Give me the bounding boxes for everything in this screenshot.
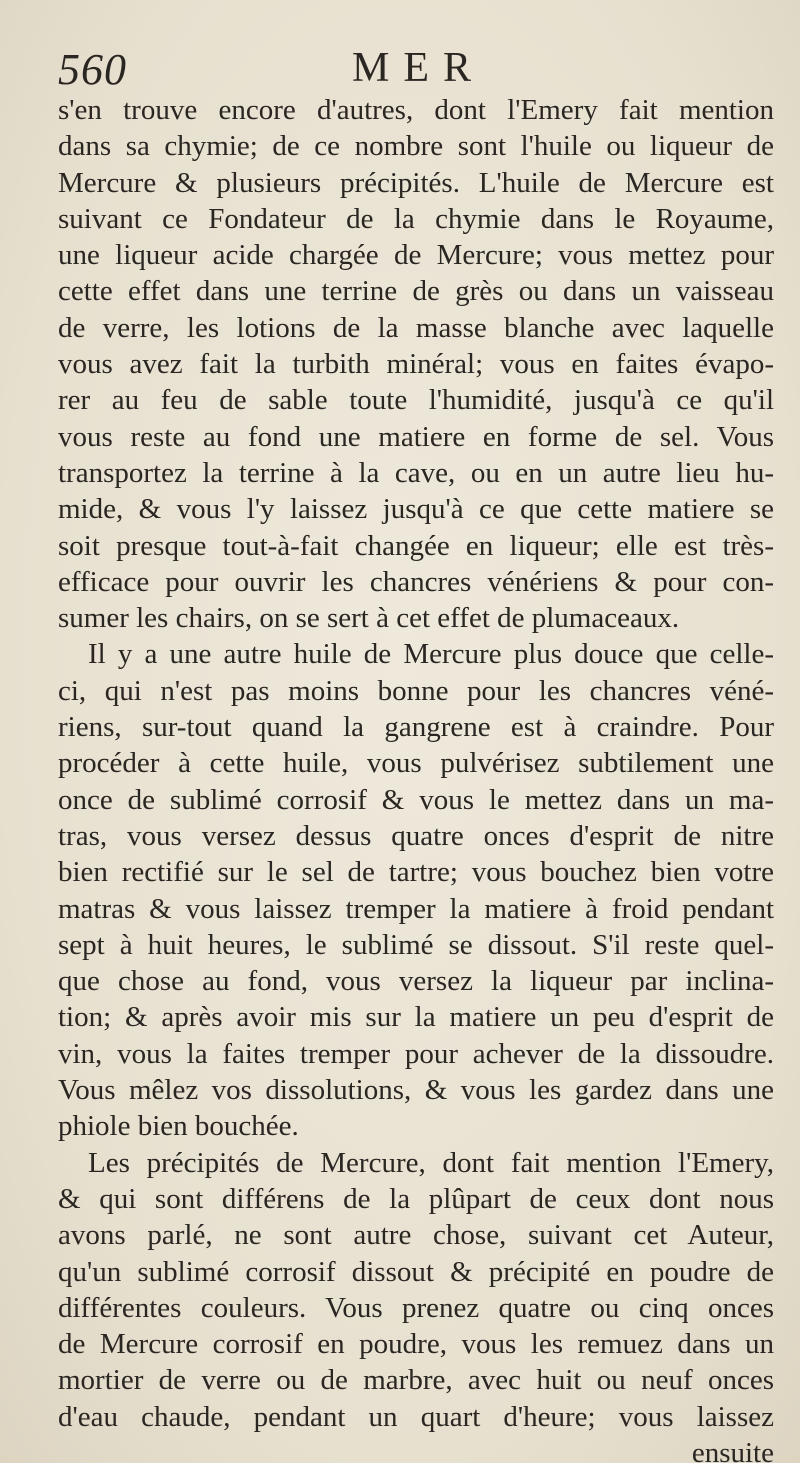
- text-line: que chose au fond, vous versez la liqueur par inclina-: [58, 965, 774, 998]
- text-line: suivant ce Fondateur de la chymie dans le Royaume,: [58, 202, 774, 235]
- text-line: avons parlé, ne sont autre chose, suivant cet Auteur,: [58, 1219, 774, 1252]
- text-line: efficace pour ouvrir les chancres vénériens & pour con-: [58, 565, 774, 598]
- text-line: vous reste au fond une matiere en forme de sel. Vous: [58, 420, 774, 453]
- text-line: une liqueur acide chargée de Mercure; vous mettez pour: [58, 239, 774, 272]
- catchword-row: [58, 1435, 774, 1463]
- text-line: vin, vous la faites tremper pour achever de la dissoudre.: [58, 1037, 774, 1070]
- text-line: sumer les chairs, on se sert à cet effet de plumaceaux.: [58, 602, 680, 635]
- text-line: mortier de verre ou de marbre, avec huit ou neuf onces: [58, 1364, 774, 1397]
- text-line: once de sublimé corrosif & vous le mettez dans un ma-: [58, 783, 774, 816]
- text-line: tion; & après avoir mis sur la matiere un peu d'esprit de: [58, 1001, 774, 1034]
- text-line: sept à huit heures, le sublimé se dissout. S'il reste quel-: [58, 928, 774, 961]
- text-line: rer au feu de sable toute l'humidité, jusqu'à ce qu'il: [58, 384, 774, 417]
- text-line: Mercure & plusieurs précipités. L'huile de Mercure est: [58, 166, 774, 199]
- text-line: riens, sur-tout quand la gangrene est à craindre. Pour: [58, 711, 774, 744]
- text-line: bien rectifié sur le sel de tartre; vous bouchez bien votre: [58, 856, 774, 889]
- text-line: ci, qui n'est pas moins bonne pour les chancres véné-: [58, 674, 774, 707]
- text-line: s'en trouve encore d'autres, dont l'Emery fait mention: [58, 94, 774, 126]
- text-line: soit presque tout-à-fait changée en liqueur; elle est très-: [58, 529, 774, 562]
- text-line: mide, & vous l'y laissez jusqu'à ce que cette matiere se: [58, 493, 774, 526]
- text-line: dans sa chymie; de ce nombre sont l'huile ou liqueur de: [58, 130, 774, 163]
- text-line: procéder à cette huile, vous pulvérisez subtilement une: [58, 747, 774, 780]
- text-line: Les précipités de Mercure, dont fait mention l'Emery,: [88, 1146, 774, 1179]
- text-line: & qui sont différens de la plûpart de ceux dont nous: [58, 1182, 774, 1215]
- text-line: d'eau chaude, pendant un quart d'heure; vous laissez: [58, 1400, 774, 1433]
- text-line: vous avez fait la turbith minéral; vous en faites évapo-: [58, 348, 774, 381]
- text-line: de verre, les lotions de la masse blanche avec laquelle: [58, 311, 774, 344]
- text-line: différentes couleurs. Vous prenez quatre ou cinq onces: [58, 1291, 774, 1324]
- page-header: [58, 44, 760, 96]
- text-line: Vous mêlez vos dissolutions, & vous les gardez dans une: [58, 1074, 774, 1107]
- text-line: Il y a une autre huile de Mercure plus douce que celle-: [88, 638, 774, 671]
- running-head: MER: [352, 45, 486, 91]
- page-number: 560: [58, 45, 127, 94]
- text-line: tras, vous versez dessus quatre onces d'esprit de nitre: [58, 819, 774, 852]
- catchword: ensuite: [691, 1436, 774, 1463]
- text-line: transportez la terrine à la cave, ou en un autre lieu hu-: [58, 456, 774, 489]
- text-line: phiole bien bouchée.: [58, 1110, 299, 1143]
- text-line: matras & vous laissez tremper la matiere à froid pendant: [58, 892, 774, 925]
- paragraph: [58, 1145, 774, 1435]
- body-text: [58, 92, 774, 1463]
- text-line: cette effet dans une terrine de grès ou dans un vaisseau: [58, 275, 774, 308]
- text-line: qu'un sublimé corrosif dissout & précipité en poudre de: [58, 1255, 774, 1288]
- paragraph: [58, 636, 774, 1144]
- paragraph: [58, 92, 774, 636]
- text-line: de Mercure corrosif en poudre, vous les remuez dans un: [58, 1328, 774, 1361]
